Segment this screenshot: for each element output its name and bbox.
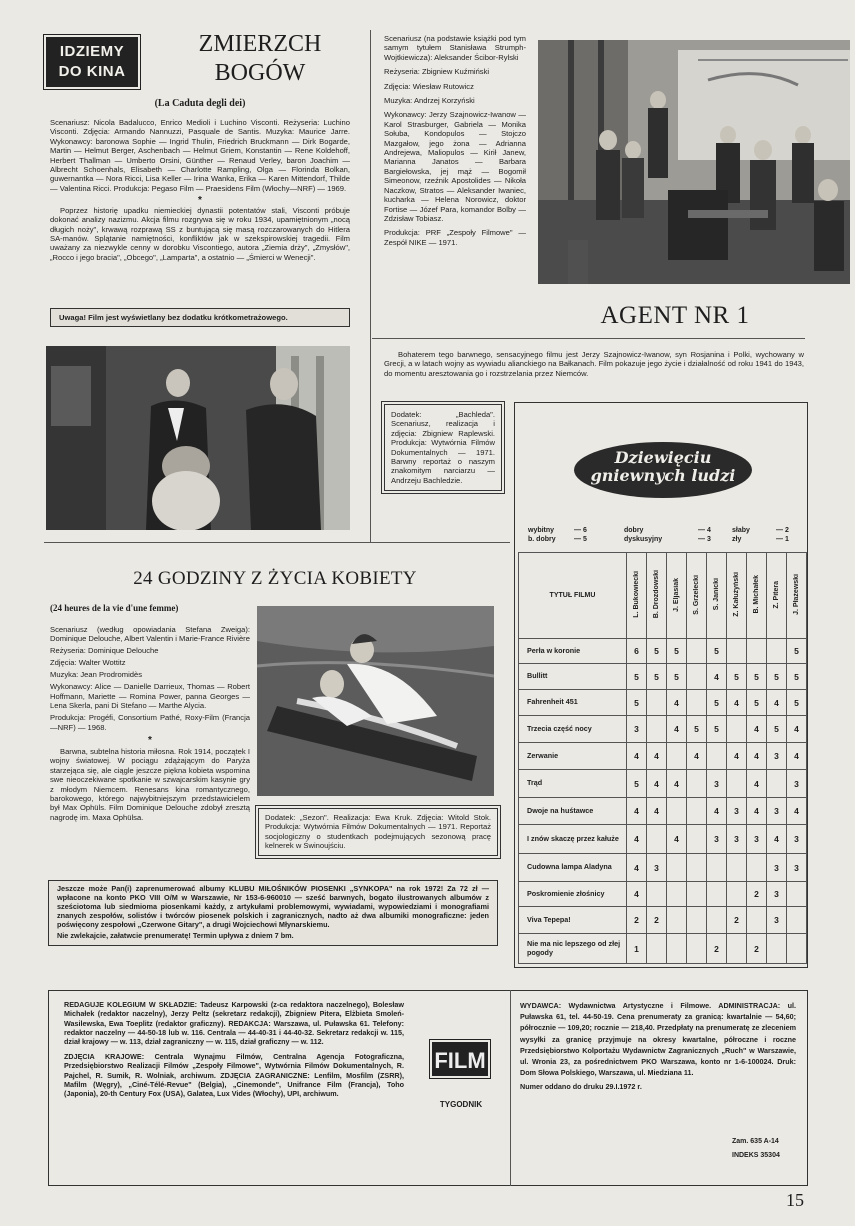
rating-score: 3 (767, 743, 787, 770)
rating-row (519, 664, 807, 690)
rating-score: 5 (747, 664, 767, 690)
rating-score (707, 882, 727, 907)
rating-row (519, 639, 807, 664)
rating-score: 2 (747, 934, 767, 964)
rating-score: 4 (627, 825, 647, 854)
rating-score: 4 (787, 716, 807, 743)
rating-score: 5 (627, 664, 647, 690)
rating-score: 5 (627, 770, 647, 798)
promo-deadline: Nie zwlekajcie, załatwcie prenumeratę! Termin upływa z dniem 7 bm. (57, 931, 294, 941)
film1-title (170, 30, 350, 88)
rating-film-title: Trzecia część nocy (519, 716, 627, 743)
rating-score: 2 (627, 907, 647, 934)
rating-score (687, 934, 707, 964)
rating-score: 4 (747, 743, 767, 770)
rating-score (787, 882, 807, 907)
rating-row (519, 907, 807, 934)
agent-still-photo (538, 40, 850, 284)
rating-score (687, 854, 707, 882)
rating-score (707, 854, 727, 882)
rating-score: 4 (727, 690, 747, 716)
rating-row (519, 882, 807, 907)
rating-score (707, 743, 727, 770)
cinema-logo (46, 37, 138, 87)
rating-score (727, 882, 747, 907)
critic-header: L. Bukowiecki (627, 553, 647, 639)
rating-score: 4 (707, 798, 727, 825)
rating-row (519, 825, 807, 854)
rating-score (647, 934, 667, 964)
film2-screenplay: Scenariusz (według opowiadania Stefana Zweiga): Dominique Delouche, Albert Valentin i Marie-France Rivière (50, 625, 250, 644)
rating-score (667, 907, 687, 934)
agent-screenplay: Scenariusz (na podstawie książki pod tym samym tytułem Stanisława Strumph-Wojtkiewicza): Aleksander Ścibor-Rylski (384, 34, 526, 62)
film1-orig-title: (La Caduta degli dei) (154, 98, 246, 109)
rating-score: 4 (627, 798, 647, 825)
rating-film-title: Zerwanie (519, 743, 627, 770)
rating-score (647, 690, 667, 716)
rating-score: 4 (787, 743, 807, 770)
film1-star: * (198, 194, 202, 206)
agent-music: Muzyka: Andrzej Korzyński (384, 96, 475, 106)
rating-score: 5 (727, 664, 747, 690)
rating-score: 1 (627, 934, 647, 964)
masthead-photos: ZDJĘCIA KRAJOWE: Centrala Wynajmu Filmów, Centralna Agencja Fotograficzna, Przedsiębiorstwo Realizacji Filmów „Zespoły Filmowe", Wytwórnia Filmów Dokumentalnych, R. Pajchel, R. Sumik, R. Wolniak, archiwum. ZDJĘCIA ZAGRANICZNE: Lenfilm, Mosfilm (ZSRR), Mafilm (Węgry), „Ciné-Télé-Revue" (Belgia), „Cinemonde", Unifrance Film (Francja), Toho (Japonia), 20-th Century Fox (USA), Galatea, Lux Vides (Włochy), UPI, archiwum. (64, 1051, 404, 1099)
rating-score: 5 (787, 664, 807, 690)
rating-score (687, 639, 707, 664)
rating-score: 3 (647, 854, 667, 882)
masthead-print-date: Numer oddano do druku 29.I.1972 r. (520, 1082, 642, 1092)
rating-score (787, 907, 807, 934)
rating-score: 5 (647, 664, 667, 690)
rating-score: 2 (727, 907, 747, 934)
legend-label: dyskusyjny (624, 536, 663, 543)
rating-score: 5 (667, 639, 687, 664)
rating-score: 2 (747, 882, 767, 907)
agent-production: Produkcja: PRF „Zespoły Filmowe" — Zespół NIKE — 1971. (384, 228, 526, 247)
ratings-header-row (519, 553, 807, 639)
rating-row (519, 743, 807, 770)
rating-score: 3 (727, 825, 747, 854)
rating-score (727, 854, 747, 882)
masthead-order: Zam. 635 A-14 (732, 1138, 779, 1145)
rating-score: 5 (747, 690, 767, 716)
rating-film-title: Trąd (519, 770, 627, 798)
rating-score: 2 (707, 934, 727, 964)
rating-score: 5 (767, 716, 787, 743)
critic-header: S. Grzelecki (687, 553, 707, 639)
rating-score (727, 770, 747, 798)
rating-score (687, 798, 707, 825)
rating-score (647, 882, 667, 907)
rating-score: 3 (767, 907, 787, 934)
rating-score: 4 (767, 825, 787, 854)
rating-film-title: Perła w koronie (519, 639, 627, 664)
rating-score: 4 (667, 716, 687, 743)
rating-score (647, 825, 667, 854)
rating-score: 5 (707, 639, 727, 664)
ratings-title-line1: Dziewięciu (614, 448, 712, 467)
rating-score: 4 (787, 798, 807, 825)
rating-score: 3 (767, 882, 787, 907)
film1-still-photo (46, 346, 350, 530)
film-title-header: TYTUŁ FILMU (519, 553, 627, 639)
masthead-editorial: REDAGUJE KOLEGIUM W SKŁADZIE: Tadeusz Karpowski (z-ca redaktora naczelnego), Bolesław Michałek (redaktor naczelny), Jerzy Peltz (sekretarz redakcji), Zbigniew Pitera, Elżbieta Smoleń-Wasilewska, Ewa Toeplitz (redaktor graficzny). REDAKCJA: Warszawa, ul. Puławska 61. Telefony: redaktor naczelny — 44-50-18 lub w. 116. Centrala — 44-40-31 i 44-40-32. Sekretarz redakcji w. 115, dział krajowy — w. 113, dział zagraniczny — w. 115, dział graficzny — w. 112. (64, 1000, 404, 1047)
rating-score: 4 (687, 743, 707, 770)
rating-score: 4 (767, 690, 787, 716)
promo-text: Jeszcze może Pan(i) zaprenumerować albumy KLUBU MIŁOŚNIKÓW PIOSENKI „SYNKOPA" na rok 1972! Za 72 zł — wpłacone na konto PKO VIII O/M w Warszawie, Nr 153-6-960010 — sześć barwnych, bogato ilustrowanych albumów z sześciotoma lub siedmioma piosenkami każdy, z artykułami problemowymi, wywiadami, wypowiedziami i monografiami znanych zespołów, solistów i twórców piosenek polskich i zagranicznych, nadto aż dwa albumiki monograficzne: jeden poświęcony zespołowi „Czerwone Gitary", a drugi Wojciechowi Młynarskiemu. (57, 884, 489, 929)
rating-film-title: I znów skaczę przez kałuże (519, 825, 627, 854)
rating-score: 3 (787, 854, 807, 882)
rating-film-title: Cudowna lampa Aladyna (519, 854, 627, 882)
legend-value: — 1 (776, 536, 789, 543)
film2-photography: Zdjęcia: Walter Wottitz (50, 658, 126, 668)
rating-score: 5 (767, 664, 787, 690)
rating-score: 3 (727, 798, 747, 825)
agent-director: Reżyseria: Zbigniew Kuźmiński (384, 67, 490, 77)
rating-score: 4 (627, 743, 647, 770)
rating-score (687, 882, 707, 907)
ratings-title-line2: gniewnych ludzi (590, 466, 736, 485)
rating-score (687, 907, 707, 934)
rating-film-title: Viva Tepepa! (519, 907, 627, 934)
rating-score (767, 934, 787, 964)
film2-still-photo (257, 606, 494, 796)
critic-header: B. Michałek (747, 553, 767, 639)
legend-value: — 6 (574, 527, 587, 534)
film2-addon: Dodatek: „Sezon". Realizacja: Ewa Kruk. Zdjęcia: Witold Stok. Produkcja: Wytwórnia Filmów Dokumentalnych — 1971. Reportaż socjologiczny o studentkach podejmujących sezonową pracę kelnerek w Świnoujściu. (258, 808, 498, 856)
rating-score (687, 664, 707, 690)
rating-score: 4 (667, 825, 687, 854)
critic-header: S. Janicki (707, 553, 727, 639)
rating-score (747, 907, 767, 934)
rating-score: 3 (787, 825, 807, 854)
rating-score (647, 716, 667, 743)
rating-score: 5 (787, 639, 807, 664)
critic-header: Z. Kałużyński (727, 553, 747, 639)
rating-row (519, 854, 807, 882)
page-number: 15 (786, 1190, 804, 1210)
rating-score (767, 770, 787, 798)
rating-score (667, 882, 687, 907)
promo-box (48, 880, 498, 946)
critic-header: J. Płażewski (787, 553, 807, 639)
rating-score: 5 (707, 716, 727, 743)
film2-director: Reżyseria: Dominique Delouche (50, 646, 159, 656)
film-weekly-sub: TYGODNIK (439, 1100, 483, 1109)
logo-line2: DO KINA (58, 63, 126, 80)
rating-row (519, 716, 807, 743)
rating-score: 4 (647, 743, 667, 770)
rating-score (747, 639, 767, 664)
legend-value: — 3 (698, 536, 711, 543)
film2-orig-title: (24 heures de la vie d'une femme) (50, 603, 179, 613)
rating-score: 3 (627, 716, 647, 743)
rating-score: 4 (747, 770, 767, 798)
rating-score (667, 743, 687, 770)
film1-title-line1: ZMIERZCH (198, 31, 322, 57)
rating-score (667, 934, 687, 964)
legend-value: — 2 (776, 527, 789, 534)
film2-music: Muzyka: Jean Prodromidès (50, 670, 143, 680)
critic-header: J. Eljasiak (667, 553, 687, 639)
film2-production: Produkcja: Progéfi, Consortium Pathé, Roxy-Film (Francja—NRF) — 1968. (50, 713, 250, 732)
rating-score (687, 690, 707, 716)
rating-score: 5 (687, 716, 707, 743)
rating-row (519, 690, 807, 716)
rating-film-title: Poskromienie złośnicy (519, 882, 627, 907)
rating-score: 2 (647, 907, 667, 934)
rating-film-title: Bullitt (519, 664, 627, 690)
rating-score: 5 (647, 639, 667, 664)
rating-score: 4 (667, 770, 687, 798)
rating-score (707, 907, 727, 934)
film1-body: Poprzez historię upadku niemieckiej dynastii potentatów stali, Visconti próbuje dokonać analizy nazizmu. Akcja filmu rozgrywa się w roku 1934, upamiętnionym „nocą długich noży", krwawą rozprawą SS z buntującą się masą rozczarowanych do Hitlera SA-manów. Splątanie namiętności, konfliktów jak w szekspirowskiej tragedii. Film uważany za niezwykle cenny w dorobku Viscontiego, autora „Ziemia drży", „Zmysłów", „Rocco i jego bracia", „Obcego", „Lamparta", a ostatnio — „Śmierci w Wenecji". (50, 205, 350, 262)
film1-note: Uwaga! Film jest wyświetlany bez dodatku krótkometrażowego. (50, 308, 350, 327)
rating-row (519, 770, 807, 798)
rating-score (747, 854, 767, 882)
ratings-title-badge (574, 442, 752, 498)
legend-value: — 5 (574, 536, 587, 543)
rating-score: 4 (627, 882, 647, 907)
legend-value: — 4 (698, 527, 711, 534)
legend-label: b. dobry (528, 536, 556, 543)
ratings-table (518, 552, 807, 964)
rating-row (519, 798, 807, 825)
agent-photography: Zdjęcia: Wiesław Rutowicz (384, 81, 474, 91)
rating-score (667, 798, 687, 825)
film1-title-line2: BOGÓW (214, 60, 306, 86)
rating-score (767, 639, 787, 664)
rating-score (727, 716, 747, 743)
legend-label: słaby (732, 527, 750, 534)
film2-star: * (148, 734, 152, 746)
film2-cast: Wykonawcy: Alice — Danielle Darrieux, Thomas — Robert Hoffmann, Mariette — Romina Power, panna Georges — Lena Skerla, pani Di Stefano — Marthe Alycia. (50, 682, 250, 711)
agent-body: Bohaterem tego barwnego, sensacyjnego filmu jest Jerzy Szajnowicz-Iwanow, syn Rosjanina i Polki, wychowany w Grecji, a w latach wojny as wywiadu alianckiego na Bałkanach. Film pokazuje jego życie i działalność od roku 1941 do 1943, do momentu aresztowania go i rozstrzelania przez Niemców. (384, 350, 804, 378)
rating-film-title: Fahrenheit 451 (519, 690, 627, 716)
rating-score (687, 825, 707, 854)
rating-score: 4 (747, 716, 767, 743)
rating-score: 5 (787, 690, 807, 716)
rating-score: 5 (667, 664, 687, 690)
film2-body: Barwna, subtelna historia miłosna. Rok 1914, początek I wojny światowej. W pociągu zdążającym do Paryża starzejąca się, ale ciągle jeszcze piękna kobieta wspomina swe nieoczekiwane spotkanie w szwajcarskim kasynie gry z młodym Niemcem. Renesans kina romantycznego, barokowego, którego najwybitniejszym przedstawicielem był Max Ophüls. Film Dominique Delouche zdobył zresztą nagrodę im. Maxa Ophülsa. (50, 747, 250, 822)
agent-addon: Dodatek: „Bachleda". Scenariusz, realizacja i zdjęcia: Zbigniew Raplewski. Produkcja: Wytwórnia Filmów Dokumentalnych — 1971. Barwny reportaż o naszym znakomitym narciarzu — Andrzeju Bachledzie. (384, 404, 502, 491)
masthead-index: INDEKS 35304 (732, 1152, 780, 1159)
rating-film-title: Dwoje na huśtawce (519, 798, 627, 825)
rating-score: 6 (627, 639, 647, 664)
rating-score: 4 (727, 743, 747, 770)
rating-score: 5 (627, 690, 647, 716)
rating-score: 3 (767, 854, 787, 882)
rating-score: 3 (747, 825, 767, 854)
logo-line1: IDZIEMY (59, 43, 125, 60)
rating-score (727, 639, 747, 664)
legend-label: zły (732, 536, 742, 543)
film1-credits: Scenariusz: Nicola Badalucco, Enrico Medioli i Luchino Visconti. Reżyseria: Luchino Visconti. Zdjęcia: Armando Nannuzzi, Pasquale de Santis. Muzyka: Maurice Jarre. Wykonawcy: baronowa Sophie — Ingrid Thulin, Friedrich Bruckmann — Dirk Bogarde, Martin — Helmut Berger, Aschenbach — Helmut Griem, Konstantin — Rene Koldehoff, Herbert Thallman — Umberto Orsini, Günther — Renaud Verley, baron Joachim — Albrecht Schoenhals, Elisabeth — Charlotte Rampling, Olga — Florinda Bolkan, guwernantka — Nora Ricci, Lisa Keller — Irina Wanka, Erika — Karen Mittendorf, Thilde — Valentina Ricci. Produkcja: Pegaso Film — Praesidens Film (Włochy—NRF) — 1969. (50, 118, 350, 193)
film-weekly-logo: FILM (432, 1042, 488, 1076)
legend-label: dobry (624, 527, 644, 534)
film2-title: 24 GODZINY Z ŻYCIA KOBIETY (133, 568, 417, 589)
rating-score (727, 934, 747, 964)
rating-row (519, 934, 807, 964)
critic-header: Z. Pitera (767, 553, 787, 639)
legend-label: wybitny (528, 527, 555, 534)
rating-score: 4 (647, 798, 667, 825)
rating-score (787, 934, 807, 964)
rating-score: 4 (707, 664, 727, 690)
rating-score: 3 (787, 770, 807, 798)
rating-score: 5 (707, 690, 727, 716)
masthead-publisher: WYDAWCA: Wydawnictwa Artystyczne i Filmowe. ADMINISTRACJA: ul. Puławska 61, tel. 44-50-19. Cena prenumeraty za granicą: kwartalnie — 54,60; półrocznie — 109,20; rocznie — 218,40. Przedpłaty na prenumeratę ze zleceniem wysyłki za granicę przyjmuje na okresy kwartalne, półroczne i roczne Przedsiębiorstwo Kolportażu Wydawnictw Zagranicznych „Ruch" w Warszawie, ul. Wronia 23, za pośrednictwem PKO Warszawa, konto nr 1-6-100024. Druk: Dom Słowa Polskiego, Warszawa, ul. Miedziana 11. (520, 1001, 796, 1078)
rating-score: 3 (707, 770, 727, 798)
agent-cast: Wykonawcy: Jerzy Szajnowicz-Iwanow — Karol Strasburger, Gabriela — Monika Sołuba, Kondopulos — Stojczo Mazgałow, jego żona — Adrianna Andrejewa, Maliopulos — Kirił Janew, Marianna Janatos — Barbara Bargiełowska, jej mąż — Bogomił Simeonow, rzeźnik Apostolides — Nikoła Naczkow, Stratos — Aleksander Iwaniec, kucharka — Helena Norowicz, doktor Fortise — Józef Para, komandor Bolby — Zdzisław Tobiasz. (384, 110, 526, 223)
rating-film-title: Nie ma nic lepszego od złej pogody (519, 934, 627, 964)
rating-score (667, 854, 687, 882)
rating-score: 4 (647, 770, 667, 798)
rating-score: 4 (747, 798, 767, 825)
rating-score: 3 (767, 798, 787, 825)
rating-score: 4 (627, 854, 647, 882)
rating-score: 4 (667, 690, 687, 716)
critic-header: B. Drozdowski (647, 553, 667, 639)
rating-score (687, 770, 707, 798)
rating-score: 3 (707, 825, 727, 854)
agent-title: AGENT NR 1 (600, 302, 750, 329)
